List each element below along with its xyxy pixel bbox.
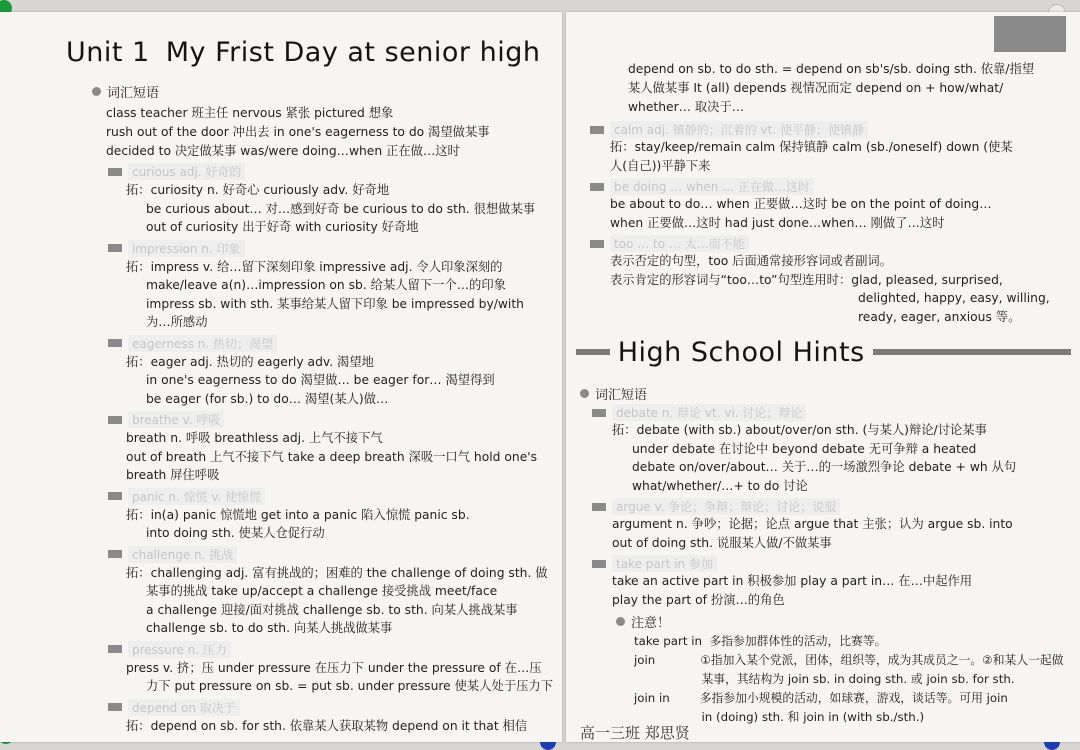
heading-marker-icon [108, 244, 122, 252]
entry-line: be about to do… when 正要做…这时 be on the point of doing… [610, 197, 992, 211]
entry-heading [590, 235, 749, 252]
entry-heading-label: argue v. 争论；争辩；辩论；讨论；说服 [612, 498, 840, 515]
section-label-2: 词汇短语 [595, 388, 648, 403]
entry-line: 某事的挑战 take up/accept a challenge 接受挑战 meet/face [146, 584, 498, 598]
unit-title-row [58, 30, 548, 74]
entry-line: when 正要做…这时 had just done…when… 刚做了…这时 [610, 215, 945, 230]
entry-heading-label: curious adj. 好奇的 [128, 163, 245, 180]
entry-line: in one's eagerness to do 渴望做… be eager for… 渴望得到 [146, 373, 495, 387]
entry-line: 拓：challenging adj. 富有挑战的；困难的 the challenge of doing sth. 做 [126, 565, 548, 580]
note-line: join ①指加入某个党派，团体，组织等，成为其成员之一。②和某人一起做 [634, 653, 1064, 667]
entry-heading-label: calm adj. 镇静的；沉着的 vt. 使平静；使镇静 [610, 121, 868, 138]
note-line: 某事，其结构为 join sb. in doing sth. 或 join sb. for sth. [634, 672, 1015, 686]
entry-line: 拓：in(a) panic 惊慌地 get into a panic 陷入惊慌 panic sb. [126, 507, 470, 522]
heading-marker-icon [592, 503, 606, 511]
entry-heading [108, 699, 240, 716]
heading-marker-icon [108, 339, 122, 347]
entry-line: what/whether/…+ to do 讨论 [632, 478, 808, 493]
note-head [616, 612, 670, 631]
entry-line: be curious about… 对…感到好奇 be curious to do sth. 很想做某事 [146, 201, 536, 216]
entry-line: under debate 在讨论中 beyond debate 无可争辩 a heated [632, 441, 977, 456]
intro-line: rush out of the door 冲出去 in one's eagerness to do 渴望做某事 [106, 125, 490, 139]
top-line: 某人做某事 It (all) depends 视情况而定 depend on + how/what/ [628, 81, 1004, 95]
entry-heading [592, 404, 806, 421]
entry-line: play the part of 扮演…的角色 [612, 592, 785, 607]
entry-line: argument n. 争吵；论据；论点 argue that 主张；认为 argue sb. into [612, 517, 1013, 531]
entry-line: breath 屏住呼吸 [126, 468, 220, 482]
unit-label: Unit 1 [66, 36, 150, 68]
entry-heading [590, 178, 814, 195]
entry-line: into doing sth. 使某人仓促行动 [146, 526, 325, 540]
heading-marker-icon [108, 550, 122, 558]
hints-bar-right [873, 349, 1071, 355]
entry-line: be eager (for sb.) to do… 渴望(某人)做… [146, 391, 389, 406]
heading-marker-icon [108, 168, 122, 176]
heading-marker-icon [592, 560, 606, 568]
heading-marker-icon [108, 703, 122, 711]
entry-heading-label: take part in 参加 [612, 555, 717, 572]
entry-heading-label: debate n. 辩论 vt. vi. 讨论；辩论 [612, 404, 806, 421]
heading-marker-icon [108, 645, 122, 653]
entry-line: debate on/over/about… 关于…的一场激烈争论 debate + wh 从句 [632, 460, 1017, 474]
entry-heading-label: depend on 取决于 [128, 699, 240, 716]
note-line: take part in 多指参加群体性的活动，比赛等。 [634, 634, 887, 648]
entry-heading [592, 498, 840, 515]
entry-line: make/leave a(n)…impression on sb. 给某人留下一个…的印象 [146, 278, 506, 292]
entry-heading-label: be doing … when … 正在做…这时 [610, 178, 814, 195]
entry-line: 拓：eager adj. 热切的 eagerly adv. 渴望地 [126, 354, 374, 369]
entry-line: out of breath 上气不接下气 take a deep breath 深吸一口气 hold one's [126, 449, 538, 464]
note-line: join in 多指参加小规模的活动，如球赛，游戏，谈话等。可用 join [634, 691, 1008, 705]
entry-line: 拓：debate (with sb.) about/over/on sth. (与某人)辩论/讨论某事 [612, 423, 987, 437]
entry-heading-label: challenge n. 挑战 [128, 546, 237, 563]
intro-line: decided to 决定做某事 was/were doing…when 正在做…这时 [106, 144, 460, 158]
section-vocabulary-2 [580, 384, 647, 403]
entry-heading-label: breathe v. 呼吸 [128, 411, 224, 428]
left-page [0, 12, 562, 742]
entry-heading [108, 546, 237, 563]
hints-title-row [576, 330, 1071, 374]
right-page [566, 12, 1080, 742]
signature: 高一三班 郑思贤 [580, 724, 690, 742]
heading-marker-icon [108, 492, 122, 500]
entry-heading [108, 163, 245, 180]
entry-line: breath n. 呼吸 breathless adj. 上气不接下气 [126, 431, 383, 445]
entry-line: impress sb. with sth. 某事给某人留下印象 be impressed by/with [146, 296, 524, 311]
entry-line: delighted, happy, easy, willing, [858, 291, 1050, 305]
bullet-icon [616, 617, 625, 626]
entry-line: press v. 挤；压 under pressure 在压力下 under the pressure of 在…压 [126, 660, 542, 675]
bullet-icon [580, 389, 589, 398]
entry-line: 拓：depend on sb. for sth. 依靠某人获取某物 depend on it that 相信 [126, 718, 528, 733]
heading-marker-icon [590, 240, 604, 248]
entry-line: 拓：stay/keep/remain calm 保持镇静 calm (sb./oneself) down (使某 [610, 140, 1013, 154]
bullet-icon [92, 87, 101, 96]
entry-line: 表示肯定的形容词与“too…to”句型连用时：glad, pleased, surprised, [610, 272, 1003, 287]
entry-heading [108, 488, 265, 505]
entry-line: ready, eager, anxious 等。 [858, 309, 1021, 324]
tape-patch [994, 16, 1066, 52]
heading-marker-icon [108, 416, 122, 424]
entry-line: 拓：impress v. 给…留下深刻印象 impressive adj. 令人印象深刻的 [126, 259, 503, 274]
entry-heading [590, 121, 868, 138]
entry-line: take an active part in 积极参加 play a part in… 在…中起作用 [612, 574, 973, 588]
entry-heading [592, 555, 717, 572]
entry-line: 为…所感动 [146, 315, 208, 329]
top-line: whether… 取决于… [628, 100, 745, 114]
heading-marker-icon [590, 126, 604, 134]
note-label: 注意！ [631, 616, 671, 631]
note-line: in (doing) sth. 和 join in (with sb./sth.) [634, 710, 925, 724]
entry-line: 人(自己))平静下来 [610, 158, 711, 173]
entry-heading-label: panic n. 惊慌 v. 使惊慌 [128, 488, 265, 505]
entry-heading [108, 641, 231, 658]
entry-heading-label: impression n. 印象 [128, 240, 245, 257]
section-vocabulary [92, 82, 159, 101]
heading-marker-icon [590, 183, 604, 191]
intro-line: class teacher 班主任 nervous 紧张 pictured 想象 [106, 106, 394, 120]
top-line: depend on sb. to do sth. = depend on sb's/sb. doing sth. 依靠/指望 [628, 62, 1035, 76]
entry-heading-label: eagerness n. 热切；渴望 [128, 335, 277, 352]
hints-bar-left [576, 349, 610, 355]
entry-line: 拓：curiosity n. 好奇心 curiously adv. 好奇地 [126, 183, 390, 197]
entry-heading [108, 240, 245, 257]
entry-line: a challenge 迎接/面对挑战 challenge sb. to sth. 向某人挑战某事 [146, 602, 518, 617]
entry-line: out of doing sth. 说服某人做/不做某事 [612, 535, 832, 550]
hints-title: High School Hints [617, 336, 865, 368]
entry-heading-label: too … to … 太…而不能 [610, 235, 749, 252]
page-title: My Frist Day at senior high [165, 36, 541, 68]
entry-line: out of curiosity 出于好奇 with curiosity 好奇地 [146, 220, 419, 234]
entry-heading-label: pressure n. 压力 [128, 641, 231, 658]
entry-line: challenge sb. to do sth. 向某人挑战做某事 [146, 621, 393, 635]
section-label: 词汇短语 [107, 86, 160, 101]
entry-line: 力下 put pressure on sb. = put sb. under pressure 使某人处于压力下 [146, 679, 554, 693]
entry-heading [108, 411, 224, 428]
entry-line: 表示否定的句型，too 后面通常接形容词或者副词。 [610, 254, 893, 268]
heading-marker-icon [592, 409, 606, 417]
entry-heading [108, 335, 277, 352]
